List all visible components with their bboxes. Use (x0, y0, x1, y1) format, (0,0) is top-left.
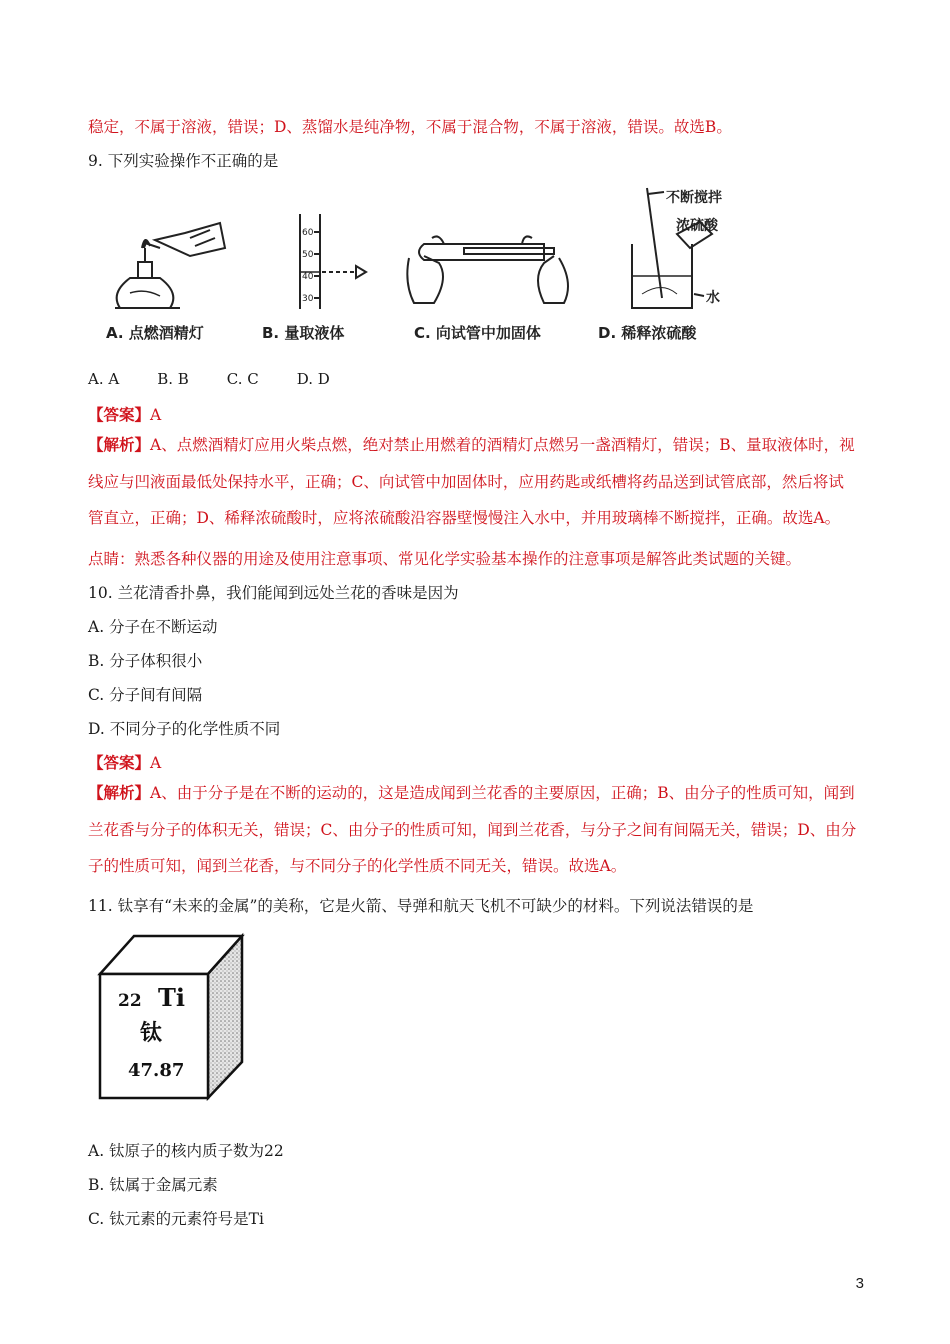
q9-analysis-tag: 【解析】 (88, 435, 151, 454)
tick-60: 60 (302, 228, 314, 238)
tick-50: 50 (302, 250, 314, 260)
element-name: 钛 (140, 1020, 163, 1046)
q9-answer-line (88, 404, 864, 426)
q9-answer-tag: 【答案】 (88, 405, 151, 424)
label-water: 水 (706, 290, 720, 306)
label-acid: 浓硫酸 (676, 218, 718, 234)
tick-40: 40 (302, 272, 314, 282)
q10-answer-line (88, 752, 864, 774)
q10-analysis-tag: 【解析】 (88, 783, 151, 802)
element-symbol: Ti (158, 983, 185, 1012)
q10-analysis-line-3: 子的性质可知，闻到兰花香，与不同分子的化学性质不同无关，错误。故选A。 (88, 857, 627, 875)
element-atomic-mass: 47.87 (128, 1060, 185, 1081)
q10-option-c[interactable]: C. 分子间有间隔 (88, 686, 203, 704)
q11-option-a[interactable]: A. 钛原子的核内质子数为22 (88, 1142, 284, 1160)
q9-analysis-line-1: A、点燃酒精灯应用火柴点燃，绝对禁止用燃着的酒精灯点燃另一盏酒精灯，错误；B、量取液体时，视 (150, 436, 855, 454)
figure-graduated-cylinder (286, 214, 376, 314)
question-9-stem: 9. 下列实验操作不正确的是 (88, 152, 279, 170)
figure-caption-c: C. 向试管中加固体 (414, 324, 541, 342)
q10-analysis-line-1: A、由于分子是在不断的运动的，这是造成闻到兰花香的主要原因，正确；B、由分子的性质可知，闻到 (150, 784, 855, 802)
figure-caption-a: A. 点燃酒精灯 (106, 324, 204, 342)
question-9-options (88, 370, 330, 388)
tick-30: 30 (302, 294, 314, 304)
q9-analysis-line-3: 管直立，正确；D、稀释浓硫酸时，应将浓硫酸沿容器壁慢慢注入水中，并用玻璃棒不断搅拌，正确。故选A。 (88, 509, 841, 527)
question-10-stem: 10. 兰花清香扑鼻，我们能闻到远处兰花的香味是因为 (88, 584, 459, 602)
figure-caption-b: B. 量取液体 (262, 324, 345, 342)
page-number: 3 (855, 1275, 864, 1292)
figure-dilute-sulfuric-acid (622, 186, 742, 316)
q10-option-b[interactable]: B. 分子体积很小 (88, 652, 203, 670)
q10-analysis-line-2: 兰花香与分子的体积无关，错误；C、由分子的性质可知，闻到兰花香，与分子之间有间隔无关，错误；D、由分 (88, 820, 857, 839)
q10-answer-tag: 【答案】 (88, 753, 151, 772)
q9-answer-value: A (150, 406, 162, 424)
q10-answer-value: A (150, 754, 162, 772)
q10-analysis (88, 775, 864, 885)
label-stir: 不断搅拌 (666, 190, 722, 206)
q11-option-c[interactable]: C. 钛元素的元素符号是Ti (88, 1210, 264, 1228)
q9-tip-line: 点睛：熟悉各种仪器的用途及使用注意事项、常见化学实验基本操作的注意事项是解答此类试题的关键。 (88, 550, 802, 568)
carryover-analysis-line: 稳定，不属于溶液，错误；D、蒸馏水是纯净物，不属于混合物，不属于溶液，错误。故选B。 (88, 118, 732, 136)
q9-option-a[interactable]: A. A (88, 370, 120, 388)
q10-option-a[interactable]: A. 分子在不断运动 (88, 618, 218, 636)
q9-analysis (88, 427, 864, 537)
element-atomic-number: 22 (118, 991, 142, 1011)
figure-test-tube-solid (404, 228, 574, 313)
figure-alcohol-lamp (100, 208, 240, 318)
q9-option-d[interactable]: D. D (296, 370, 330, 388)
q10-option-d[interactable]: D. 不同分子的化学性质不同 (88, 720, 281, 738)
element-cube-titanium (96, 932, 246, 1102)
q9-analysis-line-2: 线应与凹液面最低处保持水平，正确；C、向试管中加固体时，应用药匙或纸槽将药品送到试管底部，然后将试 (88, 472, 844, 491)
question-11-stem: 11. 钛享有“未来的金属”的美称，它是火箭、导弹和航天飞机不可缺少的材料。下列说法错误的是 (88, 897, 754, 915)
figure-caption-d: D. 稀释浓硫酸 (598, 324, 697, 342)
q9-option-b[interactable]: B. B (157, 370, 189, 388)
q11-option-b[interactable]: B. 钛属于金属元素 (88, 1176, 218, 1194)
q9-option-c[interactable]: C. C (226, 370, 259, 388)
